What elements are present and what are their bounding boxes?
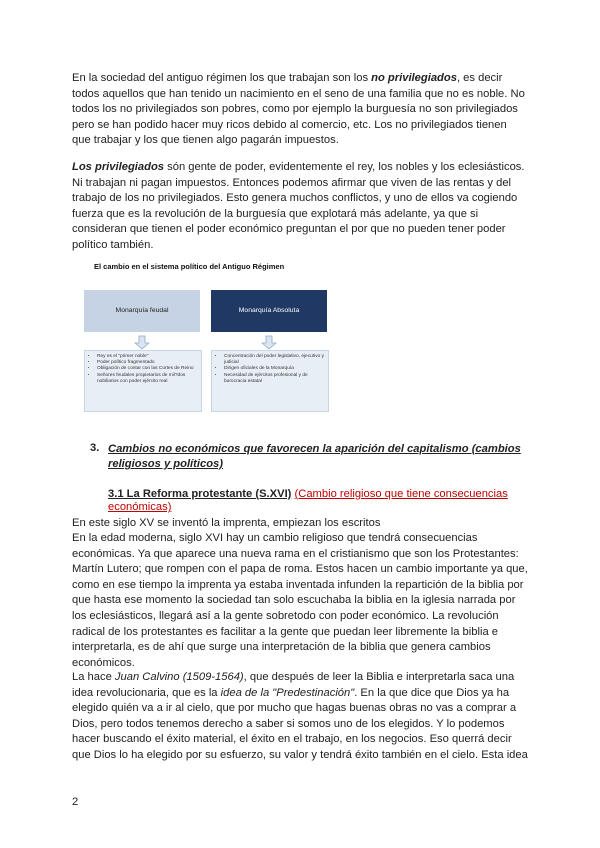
subsection-heading [108,488,528,514]
down-arrow-icon [134,335,150,350]
name-calvino: Juan Calvino (1509-1564) [114,671,244,683]
subsection-note: (Cambio religioso que tiene consecuencias económicas) [108,488,508,513]
paragraph-no-privilegiados: En la sociedad del antiguo régimen los que trabajan son los no privilegiados, es decir todos aquellos que han tenido un nacimiento en el seno de una familia que no es noble. No todos los no privilegiados son pobres, como por ejemplo la burguesía no son privilegiados pero se han podido hacer muy ricos debido al comercio, etc. Los no privilegiados tienen que trabajar y los que tienen algo pagarán impuestos. [72,72,525,147]
page-number: 2 [72,796,79,808]
list-item: • Rey es el "primer noble" [97,354,197,360]
list-item: • Poder político fragmentado [97,360,197,366]
paragraph-imprenta: En este siglo XV se inventó la imprenta, empiezan los escritos [72,517,381,529]
list-item: • Señores feudales propietarios de mil?dos nobiliarios con poder ejército real [97,373,197,385]
paragraph-reforma: En la edad moderna, siglo XVI hay un cambio religioso que tendrá consecuencias económicas. Ya que aparece una nueva rama en el cristianismo que son los Protestantes: Martín Lutero; que rompen con el papa de roma. Estos hacen un cambio importante ya que, como en ese tiempo la imprenta ya estaba inventada infunden la repartición de la biblia por que hasta ese momento la sociedad tan solo escuchaba la biblia en la iglesia narrada por los eclesiásticos, llegará así a la gente sobretodo con poder económico. La revolución radical de los protestantes es facilitar a la gente que puedan leer libremente la biblia e interpretarla, es de ahí que surge una interpretación de la biblia que genera cambios económicos. [72,532,528,669]
figure-title: El cambio en el sistema político del Antiguo Régimen [94,262,285,271]
paragraph-privilegiados: Los privilegiados són gente de poder, evidentemente el rey, los nobles y los eclesiásticos. Ni trabajan ni pagan impuestos. Entonces podemos afirmar que viven de las rentas y del trabajo de los no privilegiados. Esto genera muchos conflictos, y uno de ellos va cogiendo fuerza que es la revolución de la burguesía que explotará más adelante, ya que si consideran que tienen el poder económico preguntan el por que no pueden tener poder político también. [72,161,525,251]
term-privilegiados: Los privilegiados [72,161,165,173]
list-item: • Dirigen oficiales de la Monarquía [224,366,324,372]
term-no-privilegiados: no privilegiados [371,72,457,84]
subsection-title: 3.1 La Reforma protestante (S.XVI) [108,488,292,500]
list-monarquia-feudal [84,350,202,412]
box-monarquia-absoluta: Monarquía Absoluta [211,290,327,332]
list-monarquia-absoluta [211,350,329,412]
list-item: • Necesidad de ejércitos profesional y de burocracia estatal [224,373,324,385]
box-monarquia-feudal: Monarquía feudal [84,290,200,332]
section-title: Cambios no económicos que favorecen la aparición del capitalismo (cambios religiosos y políticos) [108,443,521,470]
down-arrow-icon [261,335,277,350]
paragraph-calvino: La hace Juan Calvino (1509-1564), que después de leer la Biblia e interpretarla saca una idea revolucionaria, que es la idea de la "Predestinación". En la que dice que Dios ya ha elegido quién va a ir al cielo, que por mucho que hagas buenas obras no vas a comprar a Dios, pero todos tenemos derecho a saber si somos uno de los elegidos. Y lo podemos hacer buscando el éxito material, el éxito en el trabajo, en los negocios. Eso querrá decir que Dios lo ha elegido por su esfuerzo, su valor y tendrá éxito también en el cielo. Esta idea [72,671,528,761]
list-item: • Concentración del poder legislativo, ejecutivo y judicial [224,354,324,366]
idea-predestinacion: idea de la "Predestinación" [220,686,355,699]
section-number: 3. [90,442,100,454]
list-item: • Obligación de contar con las Cortes de Reino [97,366,197,372]
